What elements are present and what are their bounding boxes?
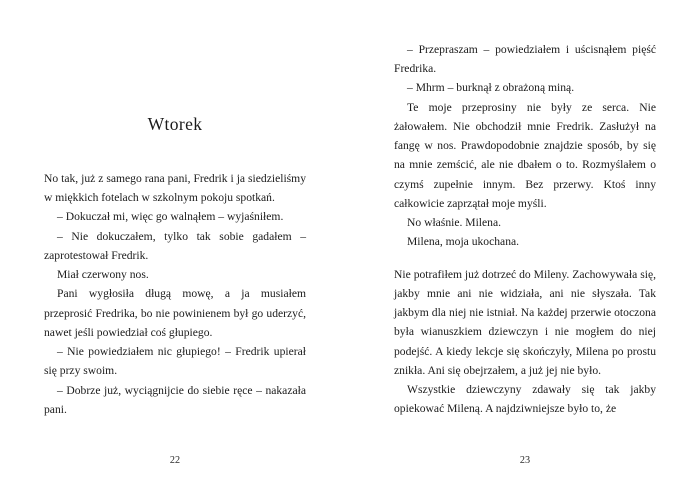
chapter-title: Wtorek [147,114,203,134]
paragraph: Milena, moja ukochana. [407,235,520,249]
paragraph: – Dobrze już, wyciągnijcie do siebie ręce – nakazała pani. [44,383,306,416]
paragraph: Miał czerwony nos. [57,268,149,282]
paragraph: – Mhrm – burknął z obrażoną miną. [407,81,575,95]
paragraph: Wszystkie dziewczyny zdawały się tak jakby opiekować Mileną. A najdziwniejsze było to, że [394,382,656,416]
page-right [350,0,700,490]
page-number-left: 22 [169,455,181,466]
paragraph: Pani wygłosiła długą mowę, a ja musiałem przeprosić Fredrika, bo nie powinienem był go uderzyć, nawet jeśli powiedział coś głupiego. [44,287,306,339]
paragraph: No właśnie. Milena. [407,216,502,230]
paragraph: – Nie dokuczałem, tylko tak sobie gadałem – zaprotestował Fredrik. [44,229,306,262]
right-page-body [394,40,656,418]
paragraph: Te moje przeprosiny nie były ze serca. Nie żałowałem. Nie obchodził mnie Fredrik. Zasłużył na fangę w nos. Prawdopodobnie znajdzie sposób, by się na mnie zemścić, ale nie dbałem o to. Rozmyślałem o czymś zupełnie innym. Bez przerwy. Ktoś inny całkowicie zaprzątał moje myśli. [394,100,656,210]
paragraph: No tak, już z samego rana pani, Fredrik i ja siedzieliśmy w miękkich fotelach w szkolnym pokoju spotkań. [44,172,306,205]
paragraph: – Przepraszam – powiedziałem i uścisnąłem pięść Fredrika. [394,43,656,76]
paragraph: – Nie powiedziałem nic głupiego! – Fredrik upierał się przy swoim. [44,345,306,378]
paragraph: Nie potrafiłem już dotrzeć do Mileny. Zachowywała się, jakby mnie ani nie widziała, ani nie słyszała. Tak jakbym dla niej nie istniał. Na każdej przerwie otoczona była wianuszkiem dziewczyn i nie mogłem do niej podejść. A kiedy lekcje się skończyły, Milena po prostu znikła. Ani się obejrzałem, a już jej nie było. [394,267,656,377]
paragraph: – Dokuczał mi, więc go walnąłem – wyjaśniłem. [57,210,284,224]
left-page-body [44,169,306,419]
page-number-right: 23 [519,455,531,466]
